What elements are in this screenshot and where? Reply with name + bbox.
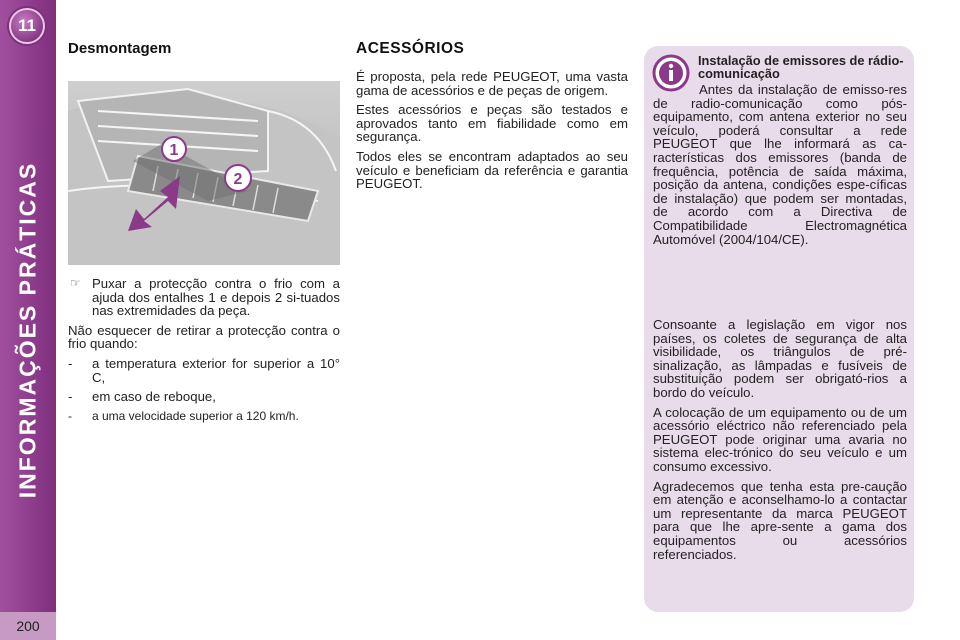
- info-box-title: Instalação de emissores de rádio-comunicação: [698, 53, 904, 81]
- page-number: 200: [0, 612, 56, 640]
- removal-instruction-text: Puxar a protecção contra o frio com a ajuda dos entalhes 1 e depois 2 si-tuados nas extremidades da peça.: [92, 276, 340, 319]
- removal-section: [68, 40, 340, 429]
- info-box-paragraph: Consoante a legislação em vigor nos países, os coletes de segurança de alta visibilidade, os triângulos de pré-sinalização, as lâmpadas e fusíveis de substituição podem ser obrigató-rios a bordo do veículo.: [653, 317, 907, 400]
- accessories-section: [356, 40, 628, 197]
- callout-2: 2: [233, 171, 243, 188]
- accessories-paragraph: Estes acessórios e peças são testados e aprovados tanto em fiabilidade como em segurança.: [356, 102, 628, 145]
- info-box-paragraph: A colocação de um equipamento ou de um acessório eléctrico não referenciado pela PEUGEOT pode originar uma avaria no sistema elec-trónico do seu veículo e um consumo excessivo.: [653, 404, 907, 474]
- info-box: [644, 46, 914, 612]
- callout-1: 1: [169, 142, 179, 159]
- accessories-heading: ACESSÓRIOS: [356, 40, 465, 57]
- pointing-hand-icon: ☞: [70, 276, 81, 290]
- removal-reminder: Não esquecer de retirar a protecção contra o frio quando:: [68, 322, 340, 352]
- condition-item: - a temperatura exterior for superior a 10° C,: [68, 355, 340, 385]
- condition-item: - em caso de reboque,: [68, 389, 216, 405]
- accessories-paragraph: É proposta, pela rede PEUGEOT, uma vasta gama de acessórios e de peças de origem.: [356, 69, 628, 98]
- chapter-sidebar: [0, 0, 56, 640]
- removal-instruction: [68, 277, 340, 318]
- front-bumper-drawing: [68, 81, 340, 265]
- info-box-intro: Antes da instalação de emisso-res de radio-comunicação como pós-equipamento, com antena exterior no seu veículo, poderá consultar a rede PEUGEOT que lhe informará as ca-racterísticas dos emissores (banda de frequência, potência de saída máxima, posição da antena, condições espe-cíficas de instalação) que podem ser montadas, de acordo com a Directiva de Compatibilidade Electromagnética Automóvel (2004/104/CE).: [653, 82, 907, 247]
- condition-item: - a uma velocidade superior a 120 km/h.: [68, 408, 299, 423]
- grille-illustration: [68, 81, 340, 265]
- info-box-paragraph: Agradecemos que tenha esta pre-caução em atenção e aconselhamo-lo a contactar um representante da marca PEUGEOT para que lhe apre-sente a gama dos equipamentos ou acessórios referenciados.: [653, 478, 907, 562]
- section-title: INFORMAÇÕES PRÁTICAS: [14, 161, 41, 499]
- removal-heading: Desmontagem: [68, 40, 172, 57]
- accessories-paragraph: Todos eles se encontram adaptados ao seu veículo e beneficiam da referência e garantia PEUGEOT.: [356, 148, 628, 192]
- chapter-badge: 11: [9, 8, 45, 44]
